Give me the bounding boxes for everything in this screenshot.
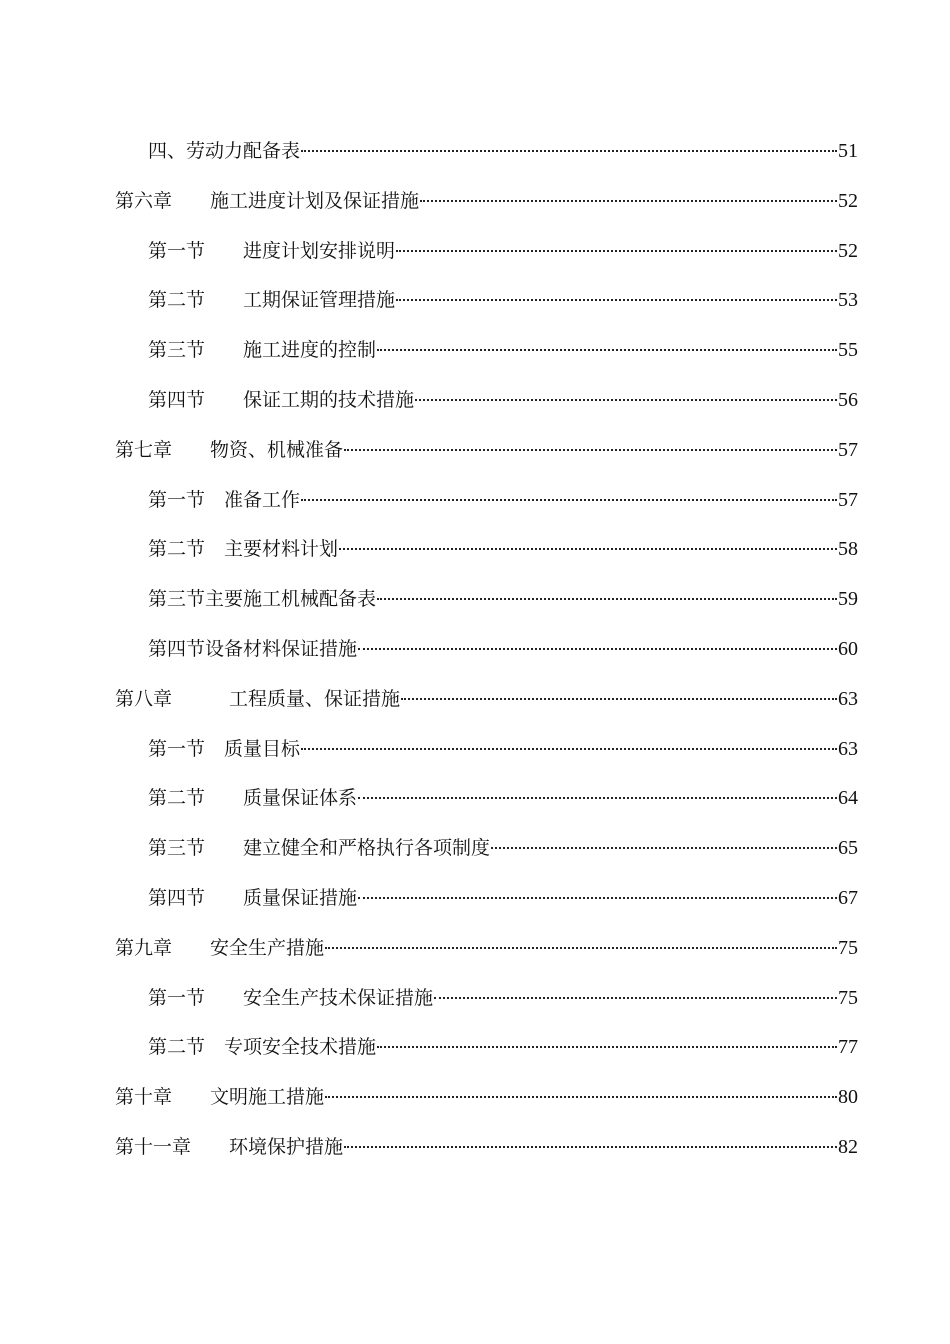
toc-entry-title: 第二节 工期保证管理措施: [148, 289, 396, 312]
toc-entry[interactable]: [0, 629, 950, 679]
toc-entry[interactable]: [0, 1077, 950, 1127]
toc-entry-page-number: 52: [838, 239, 858, 262]
toc-entry[interactable]: [0, 1127, 950, 1177]
toc-entry[interactable]: [0, 280, 950, 330]
toc-entry-title: 第四节 质量保证措施: [148, 886, 358, 909]
toc-entry-title: 第一节 质量目标: [148, 737, 301, 760]
toc-entry[interactable]: [0, 729, 950, 779]
toc-dot-leader: [339, 548, 837, 550]
toc-entry[interactable]: [0, 330, 950, 380]
toc-entry-page-number: 59: [838, 588, 858, 611]
toc-entry[interactable]: [0, 430, 950, 480]
toc-entry-page-number: 75: [838, 936, 858, 959]
toc-dot-leader: [358, 648, 837, 650]
toc-entry-page-number: 67: [838, 886, 858, 909]
toc-entry[interactable]: [0, 978, 950, 1028]
toc-dot-leader: [396, 250, 837, 252]
toc-entry-page-number: 58: [838, 538, 858, 561]
toc-entry-page-number: 60: [838, 637, 858, 660]
toc-dot-leader: [434, 997, 837, 999]
toc-entry-title: 第一节 准备工作: [148, 488, 301, 511]
toc-entry-title: 第一节 安全生产技术保证措施: [148, 986, 434, 1009]
toc-dot-leader: [377, 1046, 837, 1048]
toc-entry-title: 第二节 专项安全技术措施: [148, 1036, 377, 1059]
toc-entry-page-number: 63: [838, 737, 858, 760]
toc-dot-leader: [420, 200, 837, 202]
toc-entry-page-number: 56: [838, 388, 858, 411]
toc-dot-leader: [301, 499, 837, 501]
toc-entry-page-number: 77: [838, 1036, 858, 1059]
toc-entry-title: 第九章 安全生产措施: [115, 936, 325, 959]
toc-entry-title: 第六章 施工进度计划及保证措施: [115, 189, 420, 212]
toc-dot-leader: [325, 947, 837, 949]
toc-entry-title: 第二节 主要材料计划: [148, 538, 339, 561]
table-of-contents: [0, 131, 950, 1177]
toc-entry[interactable]: [0, 380, 950, 430]
toc-dot-leader: [358, 897, 837, 899]
toc-dot-leader: [401, 698, 837, 700]
toc-dot-leader: [301, 748, 837, 750]
toc-entry-title: 第四节 保证工期的技术措施: [148, 388, 415, 411]
toc-dot-leader: [415, 399, 837, 401]
toc-entry-title: 第十一章 环境保护措施: [115, 1135, 344, 1158]
toc-dot-leader: [325, 1096, 837, 1098]
toc-entry-page-number: 53: [838, 289, 858, 312]
toc-dot-leader: [301, 150, 837, 152]
toc-dot-leader: [491, 847, 837, 849]
toc-entry[interactable]: [0, 679, 950, 729]
toc-dot-leader: [377, 349, 837, 351]
toc-entry[interactable]: [0, 181, 950, 231]
toc-entry-page-number: 55: [838, 339, 858, 362]
toc-entry-title: 四、劳动力配备表: [148, 140, 301, 162]
toc-entry-title: 第十章 文明施工措施: [115, 1086, 325, 1109]
toc-entry-page-number: 51: [838, 140, 858, 162]
toc-entry-title: 第七章 物资、机械准备: [115, 438, 344, 461]
toc-entry[interactable]: [0, 778, 950, 828]
toc-dot-leader: [377, 598, 837, 600]
toc-entry-title: 第二节 质量保证体系: [148, 787, 358, 810]
toc-entry-page-number: 65: [838, 837, 858, 860]
toc-entry[interactable]: [0, 480, 950, 530]
toc-entry-page-number: 82: [838, 1135, 858, 1158]
toc-entry-page-number: 52: [838, 189, 858, 212]
toc-entry[interactable]: [0, 231, 950, 281]
toc-entry-page-number: 64: [838, 787, 858, 810]
toc-entry-title: 第三节 建立健全和严格执行各项制度: [148, 837, 491, 860]
toc-dot-leader: [344, 1146, 837, 1148]
toc-entry-title: 第三节主要施工机械配备表: [148, 588, 377, 611]
toc-entry-page-number: 75: [838, 986, 858, 1009]
toc-entry-title: 第一节 进度计划安排说明: [148, 239, 396, 262]
toc-entry-title: 第三节 施工进度的控制: [148, 339, 377, 362]
toc-entry[interactable]: [0, 529, 950, 579]
toc-entry-title: 第八章 工程质量、保证措施: [115, 687, 401, 710]
toc-entry-page-number: 57: [838, 438, 858, 461]
toc-dot-leader: [358, 797, 837, 799]
toc-entry-page-number: 63: [838, 687, 858, 710]
toc-dot-leader: [396, 299, 837, 301]
toc-entry[interactable]: [0, 928, 950, 978]
toc-entry[interactable]: [0, 828, 950, 878]
toc-entry-page-number: 57: [838, 488, 858, 511]
toc-entry-page-number: 80: [838, 1086, 858, 1109]
toc-entry[interactable]: [0, 1027, 950, 1077]
toc-entry[interactable]: [0, 878, 950, 928]
toc-dot-leader: [344, 449, 837, 451]
toc-entry-title: 第四节设备材料保证措施: [148, 637, 358, 660]
toc-entry[interactable]: [0, 131, 950, 181]
toc-entry[interactable]: [0, 579, 950, 629]
